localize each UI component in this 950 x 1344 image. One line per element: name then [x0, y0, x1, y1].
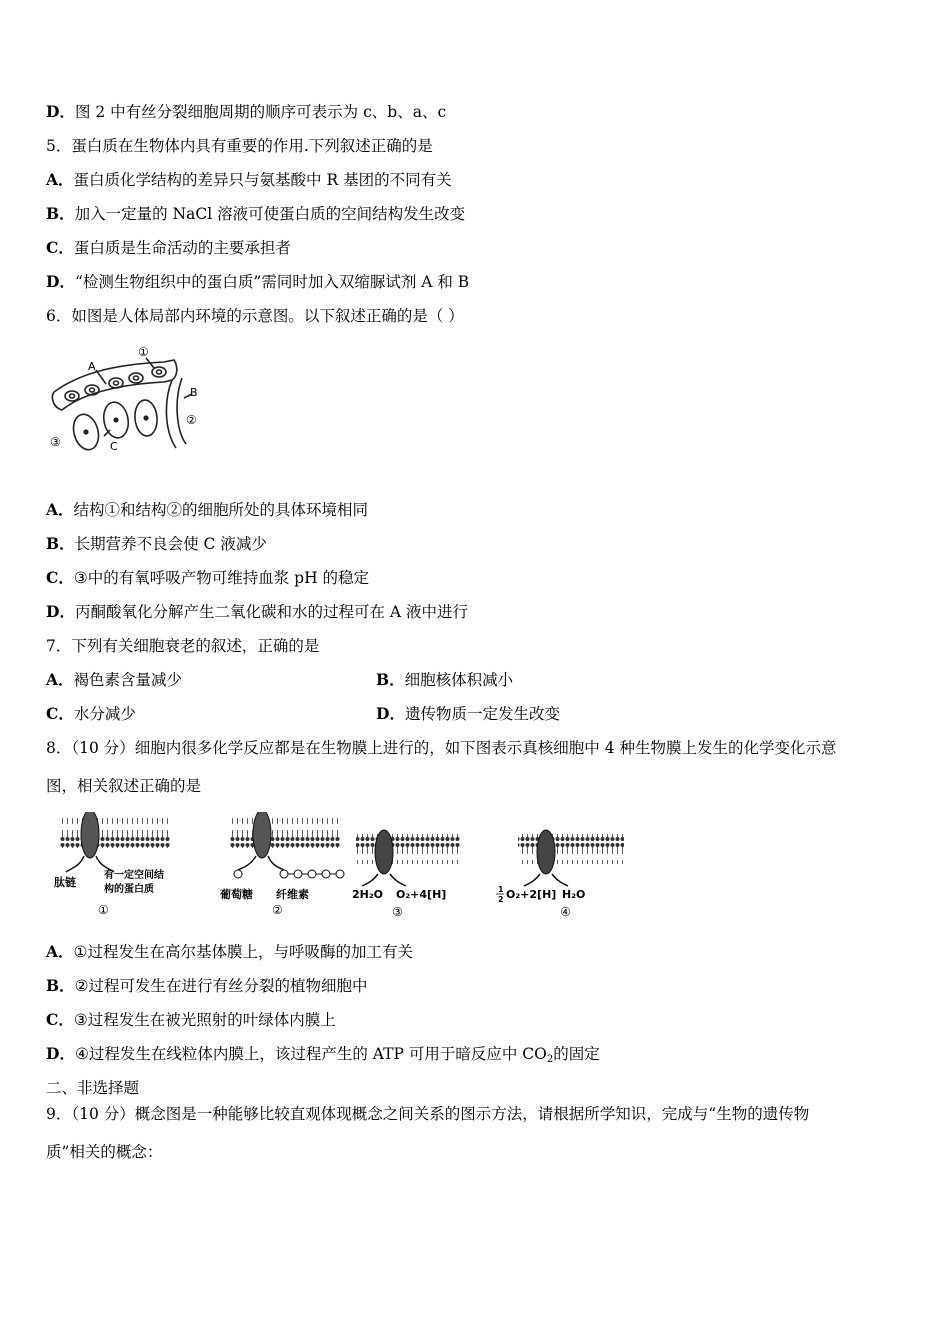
option-letter: B: [46, 204, 60, 223]
option-letter: A: [46, 942, 59, 961]
panel-2-number: ②: [272, 903, 283, 917]
option-text: 细胞核体积减小: [404, 671, 514, 689]
option-text: 遗传物质一定发生改变: [404, 705, 560, 723]
q6-option-a: A．结构①和结构②的细胞所处的具体环境相同: [46, 500, 369, 519]
q7-option-a: A．褐色素含量减少: [46, 670, 183, 689]
option-letter: A: [46, 670, 59, 689]
option-letter: A: [46, 500, 59, 519]
option-text: 结构①和结构②的细胞所处的具体环境相同: [73, 501, 369, 519]
q5-stem: 5．蛋白质在生物体内具有重要的作用.下列叙述正确的是: [46, 137, 433, 155]
option-text: ②过程可发生在进行有丝分裂的植物细胞中: [74, 977, 368, 995]
option-letter: C: [46, 704, 59, 723]
q6-option-c: C．③中的有氧呼吸产物可维持血浆 pH 的稳定: [46, 568, 370, 587]
figure-label-c: C: [110, 440, 118, 453]
option-text: 蛋白质化学结构的差异只与氨基酸中 R 基团的不同有关: [73, 171, 452, 189]
option-text: 图 2 中有丝分裂细胞周期的顺序可表示为 c、b、a、c: [74, 103, 447, 121]
panel-1-number: ①: [98, 903, 109, 917]
option-letter: B: [46, 534, 60, 553]
figure-label-1: ①: [138, 345, 149, 359]
label-h2o: H₂O: [562, 888, 586, 901]
membrane-panel-1: [54, 812, 170, 917]
q8-option-d: D．④过程发生在线粒体内膜上，该过程产生的 ATP 可用于暗反应中 $CO_2$的固定: [46, 1044, 600, 1065]
option-text: 丙酮酸氧化分解产生二氧化碳和水的过程可在 A 液中进行: [74, 603, 469, 621]
option-text: ③中的有氧呼吸产物可维持血浆 pH 的稳定: [73, 569, 370, 587]
q8-stem-line2: 图，相关叙述正确的是: [46, 777, 202, 795]
option-letter: C: [46, 568, 59, 587]
label-protein-1: 有一定空间结: [104, 870, 164, 881]
figure-label-2: ②: [186, 413, 197, 427]
label-peptide: 肽链: [54, 876, 76, 889]
figure-label-b: B: [190, 386, 198, 399]
option-letter: B: [376, 670, 390, 689]
option-text: 水分减少: [73, 705, 136, 723]
option-letter: D: [46, 272, 60, 291]
membrane-panel-4: [496, 830, 624, 919]
option-letter: D: [376, 704, 390, 723]
label-2h2o: 2H₂O: [352, 888, 384, 901]
q7-stem: 7．下列有关细胞衰老的叙述，正确的是: [46, 637, 320, 655]
option-text: ④过程发生在线粒体内膜上，该过程产生的 ATP 可用于暗反应中 CO: [74, 1045, 547, 1063]
label-frac-den: 2: [498, 895, 504, 904]
q8-option-b: B．②过程可发生在进行有丝分裂的植物细胞中: [46, 976, 368, 995]
q5-option-c: C．蛋白质是生命活动的主要承担者: [46, 238, 291, 257]
figure-label-a: A: [88, 360, 96, 373]
q7-option-c: C．水分减少: [46, 704, 136, 723]
membrane-panel-3: [352, 830, 460, 919]
q6-option-d: D．丙酮酸氧化分解产生二氧化碳和水的过程可在 A 液中进行: [46, 602, 469, 621]
option-letter: B: [46, 976, 60, 995]
label-frac-num: 1: [498, 885, 504, 894]
option-text: 蛋白质是生命活动的主要承担者: [73, 239, 291, 257]
q9-stem-line1: 9．（10 分）概念图是一种能够比较直观体现概念之间关系的图示方法，请根据所学知识，完成与“生物的遗传物: [46, 1105, 810, 1123]
option-text: ①过程发生在高尔基体膜上，与呼吸酶的加工有关: [73, 943, 413, 961]
label-o2-4h: O₂+4[H]: [396, 888, 447, 901]
q6-option-b: B．长期营养不良会使 C 液减少: [46, 534, 267, 553]
option-text: 褐色素含量减少: [73, 671, 183, 689]
co2-subscript: 2: [546, 1054, 554, 1065]
option-text: ③过程发生在被光照射的叶绿体内膜上: [73, 1011, 336, 1029]
option-letter: A: [46, 170, 59, 189]
q6-internal-environment-figure: [44, 340, 214, 460]
lymph-vessel: [166, 378, 186, 448]
q6-stem: 6．如图是人体局部内环境的示意图。以下叙述正确的是（ ）: [46, 307, 464, 325]
q8-option-c: C．③过程发生在被光照射的叶绿体内膜上: [46, 1010, 336, 1029]
q4-option-d: D．图 2 中有丝分裂细胞周期的顺序可表示为 c、b、a、c: [46, 102, 447, 121]
q5-option-d: D．“检测生物组织中的蛋白质”需同时加入双缩脲试剂 A 和 B: [46, 272, 470, 291]
q8-stem-line1: 8．（10 分）细胞内很多化学反应都是在生物膜上进行的，如下图表示真核细胞中 4 种生物膜上发生的化学变化示意: [46, 739, 837, 757]
label-cellulose: 纤维素: [276, 888, 309, 901]
option-letter: D: [46, 602, 60, 621]
option-letter: C: [46, 238, 59, 257]
label-o2-2h: O₂+2[H]: [506, 888, 557, 901]
q8-option-a: A．①过程发生在高尔基体膜上，与呼吸酶的加工有关: [46, 942, 413, 961]
q8-membrane-figure: [50, 812, 630, 922]
panel-4-number: ④: [560, 905, 571, 919]
option-letter: D: [46, 1044, 60, 1063]
panel-3-number: ③: [392, 905, 403, 919]
label-glucose: 葡萄糖: [220, 888, 253, 901]
section-title: 二、非选择题: [46, 1079, 140, 1097]
q5-option-b: B．加入一定量的 NaCl 溶液可使蛋白质的空间结构发生改变: [46, 204, 466, 223]
q7-option-d: D．遗传物质一定发生改变: [376, 704, 560, 723]
option-text: 加入一定量的 NaCl 溶液可使蛋白质的空间结构发生改变: [74, 205, 466, 223]
figure-label-3: ③: [50, 435, 61, 449]
option-text-tail: 的固定: [553, 1045, 600, 1063]
membrane-panel-2: [220, 812, 344, 917]
option-text: “检测生物组织中的蛋白质”需同时加入双缩脲试剂 A 和 B: [74, 273, 470, 291]
q7-option-b: B．细胞核体积减小: [376, 670, 514, 689]
option-letter: C: [46, 1010, 59, 1029]
option-text: 长期营养不良会使 C 液减少: [74, 535, 267, 553]
q9-stem-line2: 质”相关的概念：: [46, 1143, 163, 1161]
option-letter: D: [46, 102, 60, 121]
label-protein-2: 构的蛋白质: [104, 884, 154, 895]
q5-option-a: A．蛋白质化学结构的差异只与氨基酸中 R 基团的不同有关: [46, 170, 452, 189]
